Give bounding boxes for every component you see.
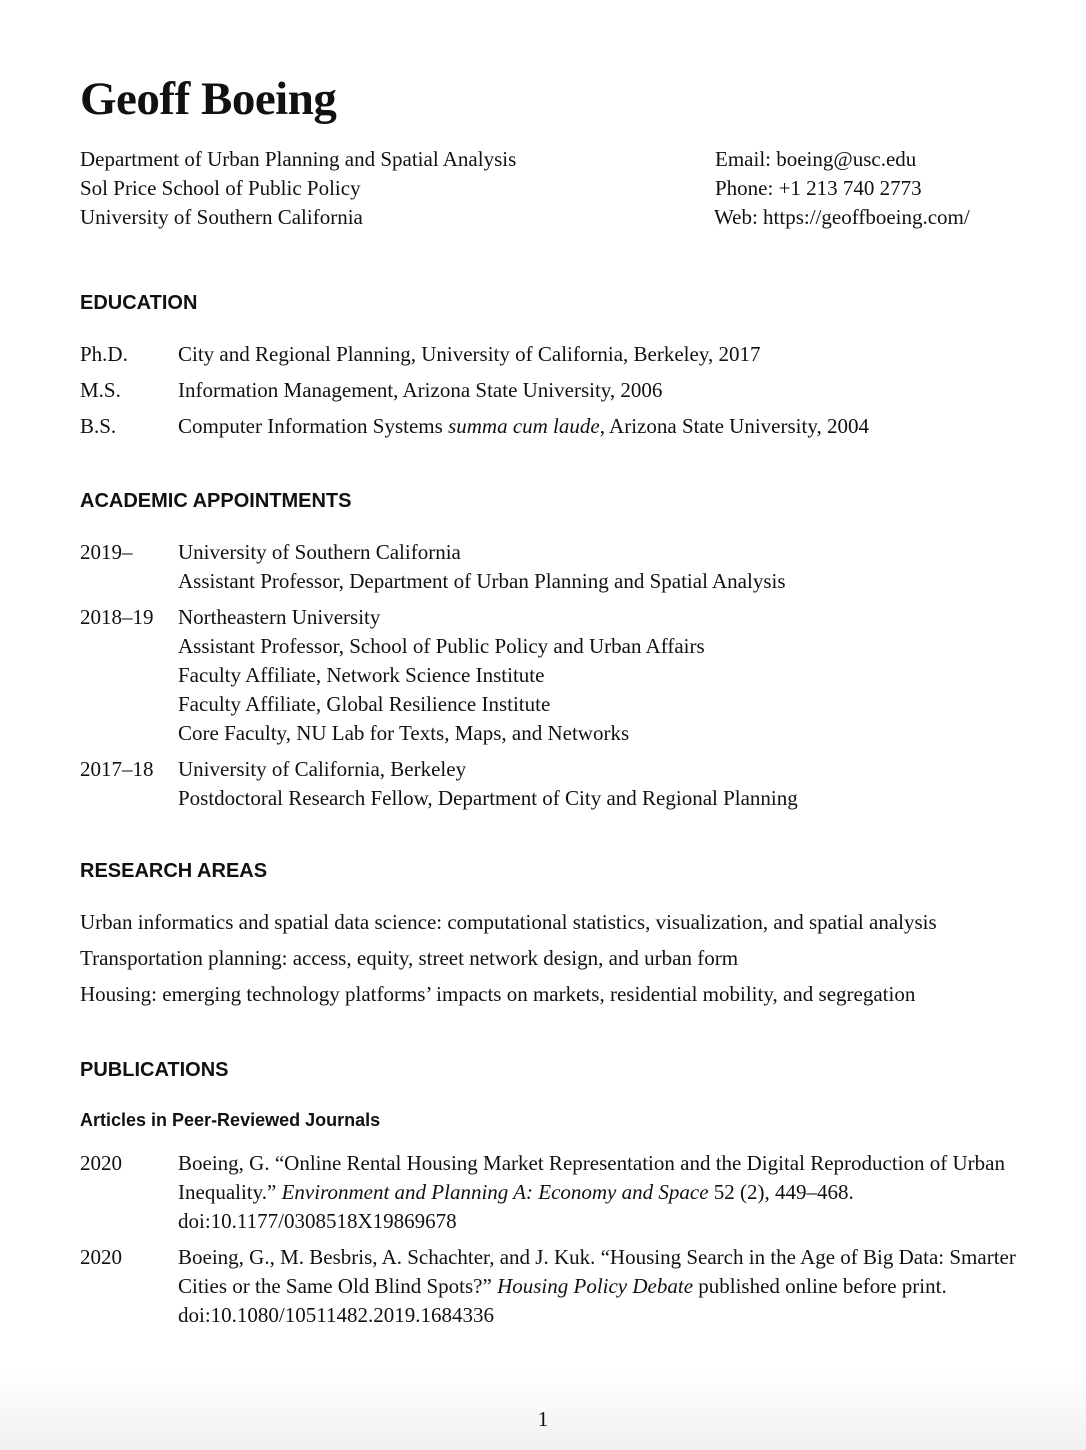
page-number: 1 [537,1407,549,1431]
research-item: Housing: emerging technology platforms’ impacts on markets, residential mobility, and segregation [80,982,916,1006]
publications-list [80,1149,1020,1337]
appointment-item [80,538,1020,596]
degree-detail: Information Management, Arizona State University, 2006 [178,378,663,402]
appointment-detail [178,755,1020,813]
degree-field: Computer Information Systems [178,414,449,438]
appointment-role: Faculty Affiliate, Global Resilience Institute [178,692,551,716]
appointment-item [80,603,1020,748]
journal-name: Housing Policy Debate [497,1274,694,1298]
affiliation-block [80,145,516,232]
appointment-role: Faculty Affiliate, Network Science Institute [178,663,545,687]
degree-institution: , Arizona State University, 2004 [599,414,869,438]
publication-details: 52 (2), 449–468. doi:10.1177/0308518X19869678 [178,1180,854,1233]
journal-articles-subheading: Articles in Peer-Reviewed Journals [80,1110,381,1130]
publications-heading: PUBLICATIONS [80,1059,229,1081]
degree-detail: City and Regional Planning, University of California, Berkeley, 2017 [178,342,761,366]
appointment-years: 2019– [80,540,133,564]
appointment-role: Assistant Professor, School of Public Policy and Urban Affairs [178,634,705,658]
publication-year: 2020 [80,1245,122,1269]
research-item: Urban informatics and spatial data science: computational statistics, visualization, and spatial analysis [80,910,937,934]
honors-text: summa cum laude [448,414,600,438]
school-line: Sol Price School of Public Policy [80,176,361,200]
journal-name: Environment and Planning A: Economy and Space [281,1180,709,1204]
appointment-years: 2017–18 [80,757,154,781]
appointment-years: 2018–19 [80,605,154,629]
department-line: Department of Urban Planning and Spatial Analysis [80,147,517,171]
degree-detail [178,412,1020,441]
web-line[interactable]: Web: https://geoffboeing.com/ [714,205,970,229]
appointment-role: Postdoctoral Research Fellow, Department of City and Regional Planning [178,786,798,810]
appointment-item [80,755,1020,813]
email-line[interactable]: Email: boeing@usc.edu [715,147,917,171]
phone-line: Phone: +1 213 740 2773 [715,176,922,200]
publication-title: Boeing, G. “Online Rental Housing Market Representation and the Digital Reproduction of Urban Inequality.” [178,1151,1005,1204]
research-list [80,908,937,1016]
degree-label: M.S. [80,378,121,402]
appointment-institution: University of California, Berkeley [178,757,467,781]
university-line: University of Southern California [80,205,363,229]
appointment-detail [178,538,1020,596]
education-item [80,340,1020,369]
appointment-institution: Northeastern University [178,605,381,629]
education-list [80,340,1020,448]
degree-label: Ph.D. [80,342,128,366]
appointment-detail [178,603,1020,748]
publication-year: 2020 [80,1151,122,1175]
author-name: Geoff Boeing [80,73,337,125]
education-item [80,376,1020,405]
publication-citation [178,1149,1020,1236]
degree-label: B.S. [80,414,117,438]
research-heading: RESEARCH AREAS [80,860,268,882]
publication-item [80,1149,1020,1236]
appointment-role: Core Faculty, NU Lab for Texts, Maps, and Networks [178,721,630,745]
contact-block [715,145,970,232]
appointments-list [80,538,1020,820]
research-item: Transportation planning: access, equity, street network design, and urban form [80,946,739,970]
appointments-heading: ACADEMIC APPOINTMENTS [80,490,352,512]
appointment-role: Assistant Professor, Department of Urban Planning and Spatial Analysis [178,569,786,593]
publication-item [80,1243,1020,1330]
appointment-institution: University of Southern California [178,540,461,564]
education-item [80,412,1020,441]
publication-title: Boeing, G., M. Besbris, A. Schachter, and J. Kuk. “Housing Search in the Age of Big Data: Smarter Cities or the Same Old Blind Spots?” [178,1245,1016,1298]
publication-citation [178,1243,1020,1330]
publication-details: published online before print. doi:10.1080/10511482.2019.1684336 [178,1274,947,1327]
education-heading: EDUCATION [80,292,198,314]
